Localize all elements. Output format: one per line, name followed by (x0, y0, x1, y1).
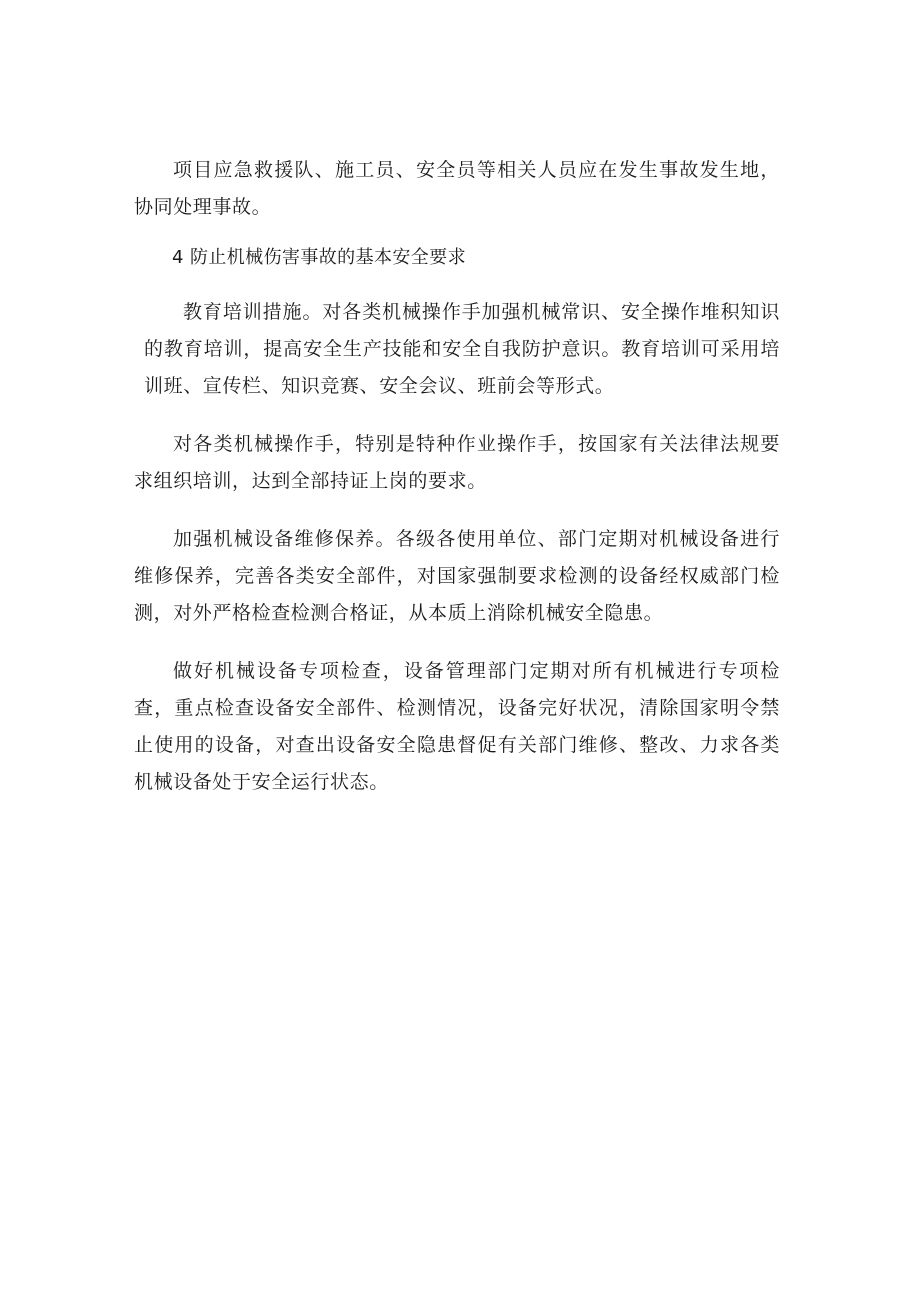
paragraph-maintenance: 加强机械设备维修保养。各级各使用单位、部门定期对机械设备进行维修保养，完善各类安全部件，对国家强制要求检测的设备经权威部门检测，对外严格检查检测合格证，从本质上消除机械安全隐患。 (134, 528, 780, 624)
section-heading: 4 防止机械伤害事故的基本安全要求 (172, 247, 466, 268)
paragraph-emergency-team: 项目应急救援队、施工员、安全员等相关人员应在发生事故发生地，协同处理事故。 (134, 159, 780, 218)
paragraph-education-training: 教育培训措施。对各类机械操作手加强机械常识、安全操作堆积知识的教育培训，提高安全生产技能和安全自我防护意识。教育培训可采用培训班、宣传栏、知识竞赛、安全会议、班前会等形式。 (144, 301, 780, 397)
paragraph-operator-certification: 对各类机械操作手，特别是特种作业操作手，按国家有关法律法规要求组织培训，达到全部持证上岗的要求。 (134, 433, 780, 492)
paragraph-special-inspection: 做好机械设备专项检查，设备管理部门定期对所有机械进行专项检查，重点检查设备安全部件、检测情况，设备完好状况，清除国家明令禁止使用的设备，对查出设备安全隐患督促有关部门维修、整改、力求各类机械设备处于安全运行状态。 (134, 660, 780, 793)
document-body (134, 152, 780, 801)
